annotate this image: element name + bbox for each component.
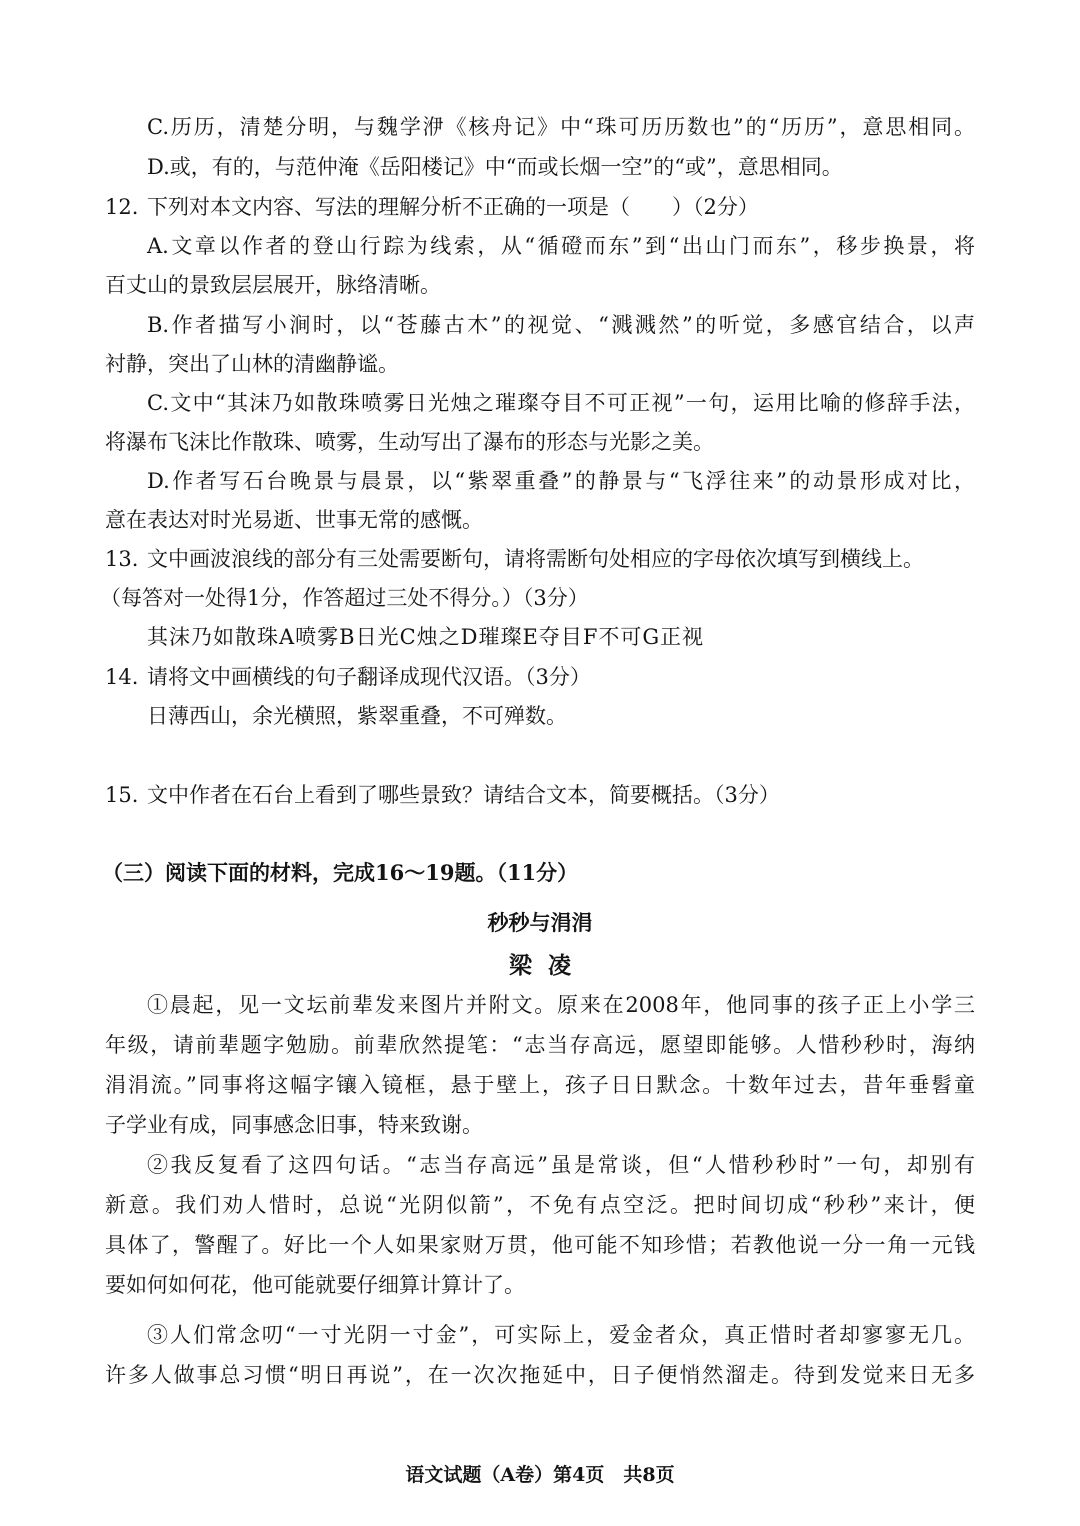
paragraph-2-line3: 具体了，警醒了。好比一个人如果家财万贯，他可能不知珍惜；若教他说一分一角一元钱 xyxy=(105,1233,975,1257)
paragraph-2-line1: ②我反复看了这四句话。“志当存高远”虽是常谈，但“人惜秒秒时”一句，却别有 xyxy=(147,1153,975,1177)
q12-option-d-line1: D.作者写石台晚景与晨景，以“紫翠重叠”的静景与“飞浮往来”的动景形成对比， xyxy=(147,469,975,493)
question-number: 15. xyxy=(105,783,139,807)
q12-option-a-line2: 百丈山的景致层层展开，脉络清晰。 xyxy=(105,273,441,297)
question-12 xyxy=(105,192,759,222)
paragraph-3-line2: 许多人做事总习惯“明日再说”，在一次次拖延中，日子便悄然溜走。待到发觉来日无多 xyxy=(105,1363,975,1387)
paragraph-2-line2: 新意。我们劝人惜时，总说“光阴似箭”，不免有点空泛。把时间切成“秒秒”来计，便 xyxy=(105,1193,975,1217)
q14-sentence: 日薄西山，余光横照，紫翠重叠，不可殚数。 xyxy=(147,704,567,728)
question-number: 14. xyxy=(105,665,139,689)
question-stem: 文中作者在石台上看到了哪些景致？请结合文本，简要概括。（3分） xyxy=(147,783,780,807)
question-stem: 请将文中画横线的句子翻译成现代汉语。（3分） xyxy=(147,665,591,689)
q12-option-a-line1: A.文章以作者的登山行踪为线索，从“循磴而东”到“出山门而东”，移步换景，将 xyxy=(147,234,976,258)
question-13 xyxy=(105,544,924,574)
question-15 xyxy=(105,780,780,810)
q12-option-b-line2: 衬静，突出了山林的清幽静谧。 xyxy=(105,352,399,376)
article-author: 梁凌 xyxy=(509,952,587,979)
paragraph-1-line1: ①晨起，见一文坛前辈发来图片并附文。原来在2008年，他同事的孩子正上小学三 xyxy=(147,993,975,1017)
paragraph-1-line2: 年级，请前辈题字勉励。前辈欣然提笔：“志当存高远，愿望即能够。人惜秒秒时，海纳 xyxy=(105,1033,975,1057)
page-footer: 语文试题（A卷）第4页 共8页 xyxy=(405,1464,675,1486)
question-number: 12. xyxy=(105,195,139,219)
q12-option-b-line1: B.作者描写小涧时，以“苍藤古木”的视觉、“溅溅然”的听觉，多感官结合，以声 xyxy=(147,313,975,337)
q11-option-d: D.或，有的，与范仲淹《岳阳楼记》中“而或长烟一空”的“或”，意思相同。 xyxy=(147,155,843,179)
question-14 xyxy=(105,662,591,692)
q12-option-c-line1: C.文中“其沫乃如散珠喷雾日光烛之璀璨夺目不可正视”一句，运用比喻的修辞手法， xyxy=(147,391,975,415)
q12-option-d-line2: 意在表达对时光易逝、世事无常的感慨。 xyxy=(105,508,483,532)
q11-option-c: C.历历，清楚分明，与魏学洢《核舟记》中“珠可历历数也”的“历历”，意思相同。 xyxy=(147,115,975,139)
paragraph-3-line1: ③人们常念叨“一寸光阴一寸金”，可实际上，爱金者众，真正惜时者却寥寥无几。 xyxy=(147,1323,975,1347)
article-title: 秒秒与涓涓 xyxy=(487,910,593,935)
q13-stem-line2: （每答对一处得1分，作答超过三处不得分。）（3分） xyxy=(100,586,589,610)
paragraph-1-line4: 子学业有成，同事感念旧事，特来致谢。 xyxy=(105,1113,483,1137)
q13-sentence: 其沫乃如散珠A喷雾B日光C烛之D璀璨E夺目F不可G正视 xyxy=(147,625,705,649)
paragraph-1-line3: 涓涓流。”同事将这幅字镶入镜框，悬于壁上，孩子日日默念。十数年过去，昔年垂髫童 xyxy=(105,1073,975,1097)
question-stem: 文中画波浪线的部分有三处需要断句，请将需断句处相应的字母依次填写到横线上。 xyxy=(147,547,924,571)
paragraph-2-line4: 要如何如何花，他可能就要仔细算计算计了。 xyxy=(105,1273,525,1297)
question-stem: 下列对本文内容、写法的理解分析不正确的一项是（ ）（2分） xyxy=(147,195,759,219)
section-heading: （三）阅读下面的材料，完成16～19题。（11分） xyxy=(102,860,579,885)
question-number: 13. xyxy=(105,547,139,571)
q12-option-c-line2: 将瀑布飞沫比作散珠、喷雾，生动写出了瀑布的形态与光影之美。 xyxy=(105,430,714,454)
